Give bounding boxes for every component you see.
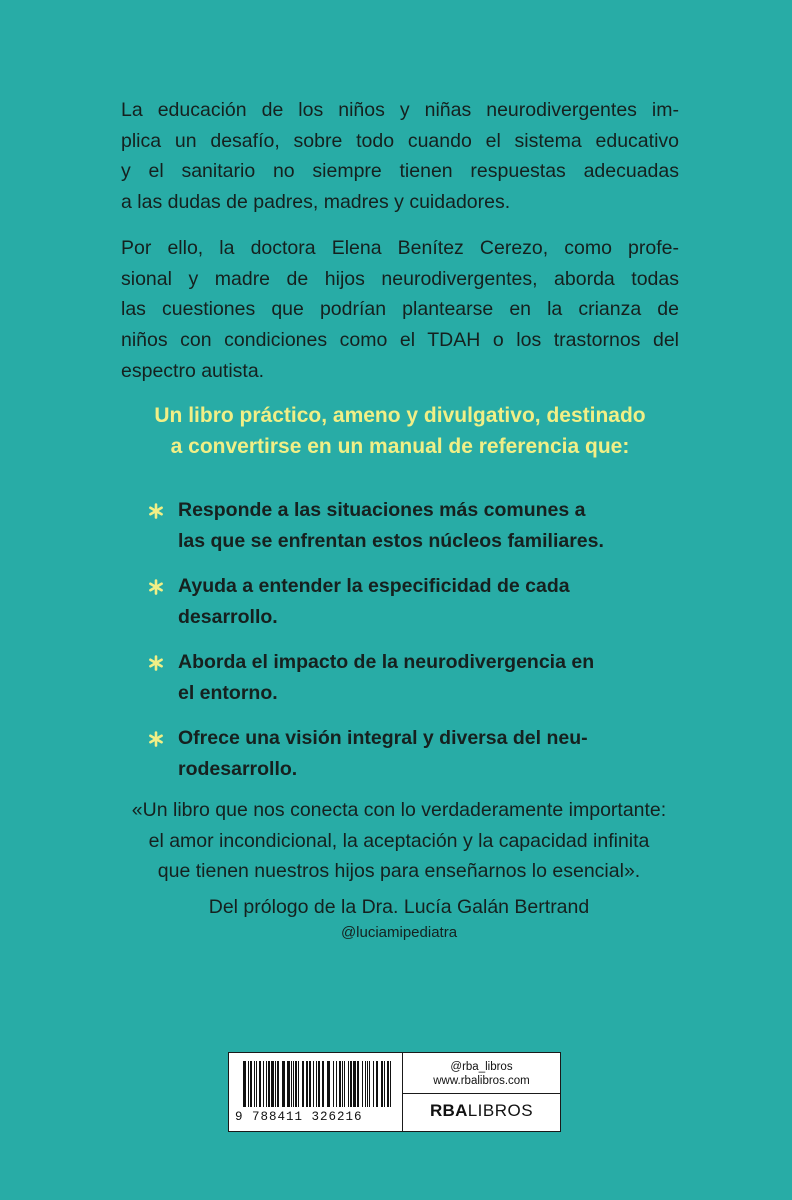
text-line: La educación de los niños y niñas neurodivergentes im- [121,99,679,121]
barcode-bar [342,1061,343,1107]
barcode-bar [327,1061,330,1107]
barcode-bar [259,1061,261,1107]
publisher-social: @rba_libros [450,1061,513,1073]
barcode-bar [268,1061,270,1107]
asterisk-star-icon [146,723,166,754]
text-line: Por ello, la doctora Elena Benítez Cerezo, como profe- [121,237,679,259]
barcode-bar [390,1061,391,1107]
barcode-bar [339,1061,341,1107]
barcode-bar [282,1061,285,1107]
barcode-bar [250,1061,252,1107]
intro-paragraph-1 [121,95,679,218]
barcode-bar [353,1061,356,1107]
highlight-line: a convertirse en un manual de referencia que: [170,435,630,458]
barcode-bar [333,1061,334,1107]
barcode-bar [293,1061,294,1107]
intro-paragraph-2 [121,233,679,387]
feature-line: Ayuda a entender la especificidad de cada [178,575,570,597]
barcode-bar [316,1061,317,1107]
feature-line: desarrollo. [178,606,278,628]
feature-line: las que se enfrentan estos núcleos familiares. [178,530,604,552]
barcode-bar [256,1061,257,1107]
text-line: a las dudas de padres, madres y cuidadores. [121,191,511,214]
highlight-statement [121,400,679,462]
feature-line: Responde a las situaciones más comunes a [178,499,586,521]
feature-line: el entorno. [178,682,278,704]
text-line: niños con condiciones como el TDAH o los trastornos del [121,329,679,352]
foreword-quote [79,795,719,887]
barcode-bar [318,1061,320,1107]
logo-light: LIBROS [467,1101,534,1120]
highlight-line: Un libro práctico, ameno y divulgativo, destinado [154,404,646,427]
text-line: las cuestiones que podrían plantearse en la crianza de [121,298,679,321]
text-line: sional y madre de hijos neurodivergentes, aborda todas [121,267,679,290]
barcode-bar [298,1061,299,1107]
barcode-bars [235,1059,397,1109]
quote-line: que tienen nuestros hijos para enseñarnos lo esencial». [157,860,641,882]
feature-item [146,647,666,709]
quote-attribution: Del prólogo de la Dra. Lucía Galán Bertrand [208,896,590,918]
barcode-bar [275,1061,276,1107]
barcode-bar [248,1061,249,1107]
barcode-bar [384,1061,385,1107]
feature-list [146,495,666,799]
barcode-bar [369,1061,370,1107]
barcode-bar [266,1061,267,1107]
quote-line: el amor incondicional, la aceptación y la capacidad infinita [148,829,650,852]
asterisk-star-icon [146,647,166,678]
barcode-bar [309,1061,311,1107]
barcode-bar [322,1061,324,1107]
barcode-bar [271,1061,274,1107]
barcode-bar [344,1061,345,1107]
text-line: plica un desafío, sobre todo cuando el sistema educativo [121,129,679,152]
barcode-bar [381,1061,383,1107]
publisher-logo [403,1098,560,1124]
isbn-barcode [235,1059,397,1125]
barcode-bar [302,1061,304,1107]
barcode-bar [295,1061,297,1107]
barcode-bar [263,1061,264,1107]
text-line: y el sanitario no siempre tienen respuestas adecuadas [121,160,679,183]
text-line: espectro autista. [121,359,265,382]
feature-item [146,723,666,785]
isbn-number: 9 788411 326216 [235,1109,397,1125]
publisher-info [403,1053,560,1131]
asterisk-star-icon [146,571,166,602]
feature-item [146,571,666,633]
barcode-bar [387,1061,389,1107]
feature-item [146,495,666,557]
barcode-bar [336,1061,337,1107]
logo-bold: RBA [429,1101,468,1120]
barcode-bar [365,1061,366,1107]
barcode-bar [367,1061,368,1107]
barcode-bar [348,1061,349,1107]
divider [403,1093,560,1094]
barcode-bar [254,1061,255,1107]
asterisk-star-icon [146,495,166,526]
barcode-bar [350,1061,352,1107]
barcode-bar [277,1061,279,1107]
feature-line: rodesarrollo. [178,758,298,780]
barcode-bar [291,1061,292,1107]
social-handle: @luciamipediatra [340,924,458,941]
barcode-bar [243,1061,246,1107]
feature-line: Aborda el impacto de la neurodivergencia en [178,651,595,673]
publisher-website: www.rbalibros.com [433,1075,530,1087]
barcode-bar [362,1061,363,1107]
quote-line: «Un libro que nos conecta con lo verdaderamente importante: [131,799,667,821]
barcode-bar [376,1061,378,1107]
barcode-panel [228,1052,561,1132]
feature-line: Ofrece una visión integral y diversa del neu- [178,727,588,749]
barcode-bar [313,1061,314,1107]
barcode-bar [373,1061,374,1107]
barcode-bar [306,1061,308,1107]
barcode-bar [357,1061,359,1107]
barcode-bar [287,1061,290,1107]
